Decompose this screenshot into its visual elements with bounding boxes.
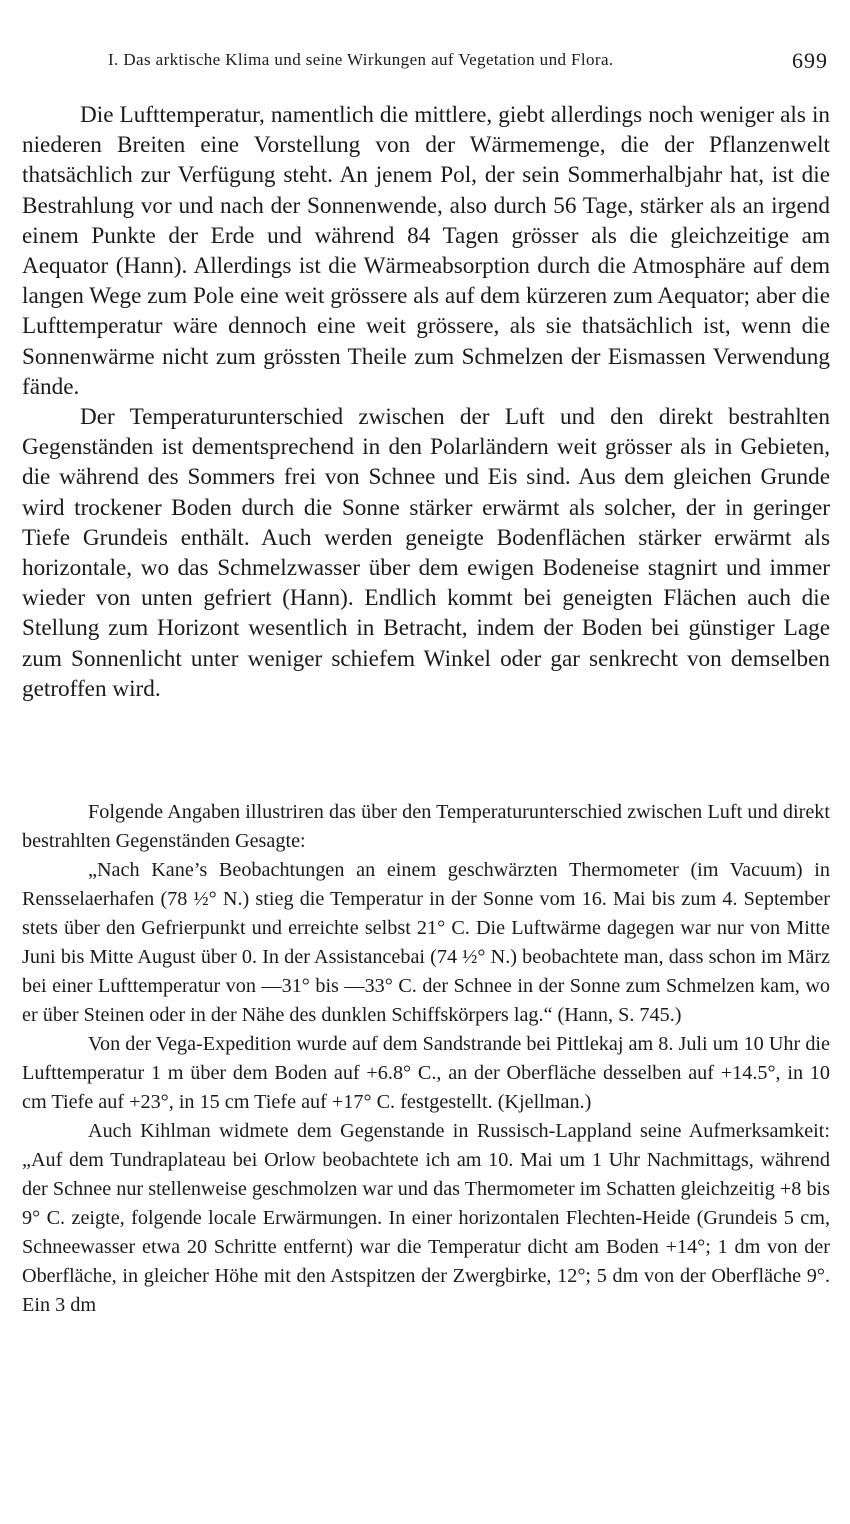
running-header-title: I. Das arktische Klima und seine Wirkungen auf Vegetation und Flora. [108,50,614,69]
paragraph: Auch Kihlman widmete dem Gegenstande in Russisch-Lappland seine Aufmerksamkeit: „Auf dem Tundraplateau bei Orlow beobachtete ich am 10. Mai um 1 Uhr Nachmittags, während der Schnee nur stellenweise geschmolzen war und das Thermometer im Schatten gleichzeitig +8 bis 9° C. zeigte, folgende locale Erwärmungen. In einer horizontalen Flechten-Heide (Grundeis 5 cm, Schneewasser etwa 20 Schritte entfernt) war die Temperatur dicht am Boden +14°; 1 dm von der Oberfläche, in gleicher Höhe mit den Astspitzen der Zwergbirke, 12°; 5 dm von der Oberfläche 9°. Ein 3 dm [22,1120,830,1316]
paragraph: Von der Vega-Expedition wurde auf dem Sandstrande bei Pittlekaj am 8. Juli um 10 Uhr die Lufttemperatur 1 m über dem Boden auf +6.8° C., an der Oberfläche desselben auf +14.5°, in 10 cm Tiefe auf +23°, in 15 cm Tiefe auf +17° C. festgestellt. (Kjellman.) [22,1033,830,1113]
paragraph: Die Lufttemperatur, namentlich die mittlere, giebt allerdings noch weniger als in niederen Breiten eine Vorstellung von der Wärmemenge, die der Pflanzenwelt thatsächlich zur Verfügung steht. An jenem Pol, der sein Sommerhalbjahr hat, ist die Bestrahlung vor und nach der Sonnenwende, also durch 56 Tage, stärker als an irgend einem Punkte der Erde und während 84 Tagen grösser als die gleichzeitige am Aequator (Hann). Allerdings ist die Wärmeabsorption durch die Atmosphäre auf dem langen Wege zum Pole eine weit grössere als auf dem kürzeren zum Aequator; aber die Lufttemperatur wäre dennoch eine weit grössere, als sie thatsächlich ist, wenn die Sonnenwärme nicht zum grössten Theile zum Schmelzen der Eismassen Verwendung fände. [22,102,830,400]
small-print-block [22,798,830,1320]
quote-paragraph: „Nach Kane’s Beobachtungen an einem geschwärzten Thermometer (im Vacuum) in Rensselaerhafen (78 ½° N.) stieg die Temperatur in der Sonne vom 16. Mai bis zum 4. September stets über den Gefrierpunkt und erreichte selbst 21° C. Die Luftwärme dagegen war nur von Mitte Juni bis Mitte August über 0. In der Assistancebai (74 ½° N.) beobachtete man, dass schon im März bei einer Lufttemperatur von —31° bis —33° C. der Schnee in der Sonne zum Schmelzen kam, wo er über Steinen oder in der Nähe des dunklen Schiffskörpers lag.“ (Hann, S. 745.) [22,859,830,1026]
running-header [108,48,828,78]
page-number: 699 [792,48,828,73]
paragraph: Folgende Angaben illustriren das über den Temperaturunterschied zwischen Luft und direkt bestrahlten Gegenständen Gesagte: [22,801,830,852]
paragraph: Der Temperaturunterschied zwischen der Luft und den direkt bestrahlten Gegenständen ist dementsprechend in den Polarländern weit grösser als in Gebieten, die während des Sommers frei von Schnee und Eis sind. Aus dem gleichen Grunde wird trockener Boden durch die Sonne stärker erwärmt als solcher, der in geringer Tiefe Grundeis enthält. Auch werden geneigte Bodenflächen stärker erwärmt als horizontale, wo das Schmelzwasser über dem ewigen Bodeneise stagnirt und immer wieder von unten gefriert (Hann). Endlich kommt bei geneigten Flächen auch die Stellung zum Horizont wesentlich in Betracht, indem der Boden bei günstiger Lage zum Sonnenlicht unter weniger schiefem Winkel oder gar senkrecht von demselben getroffen wird. [22,404,830,702]
main-text-block [22,100,830,704]
